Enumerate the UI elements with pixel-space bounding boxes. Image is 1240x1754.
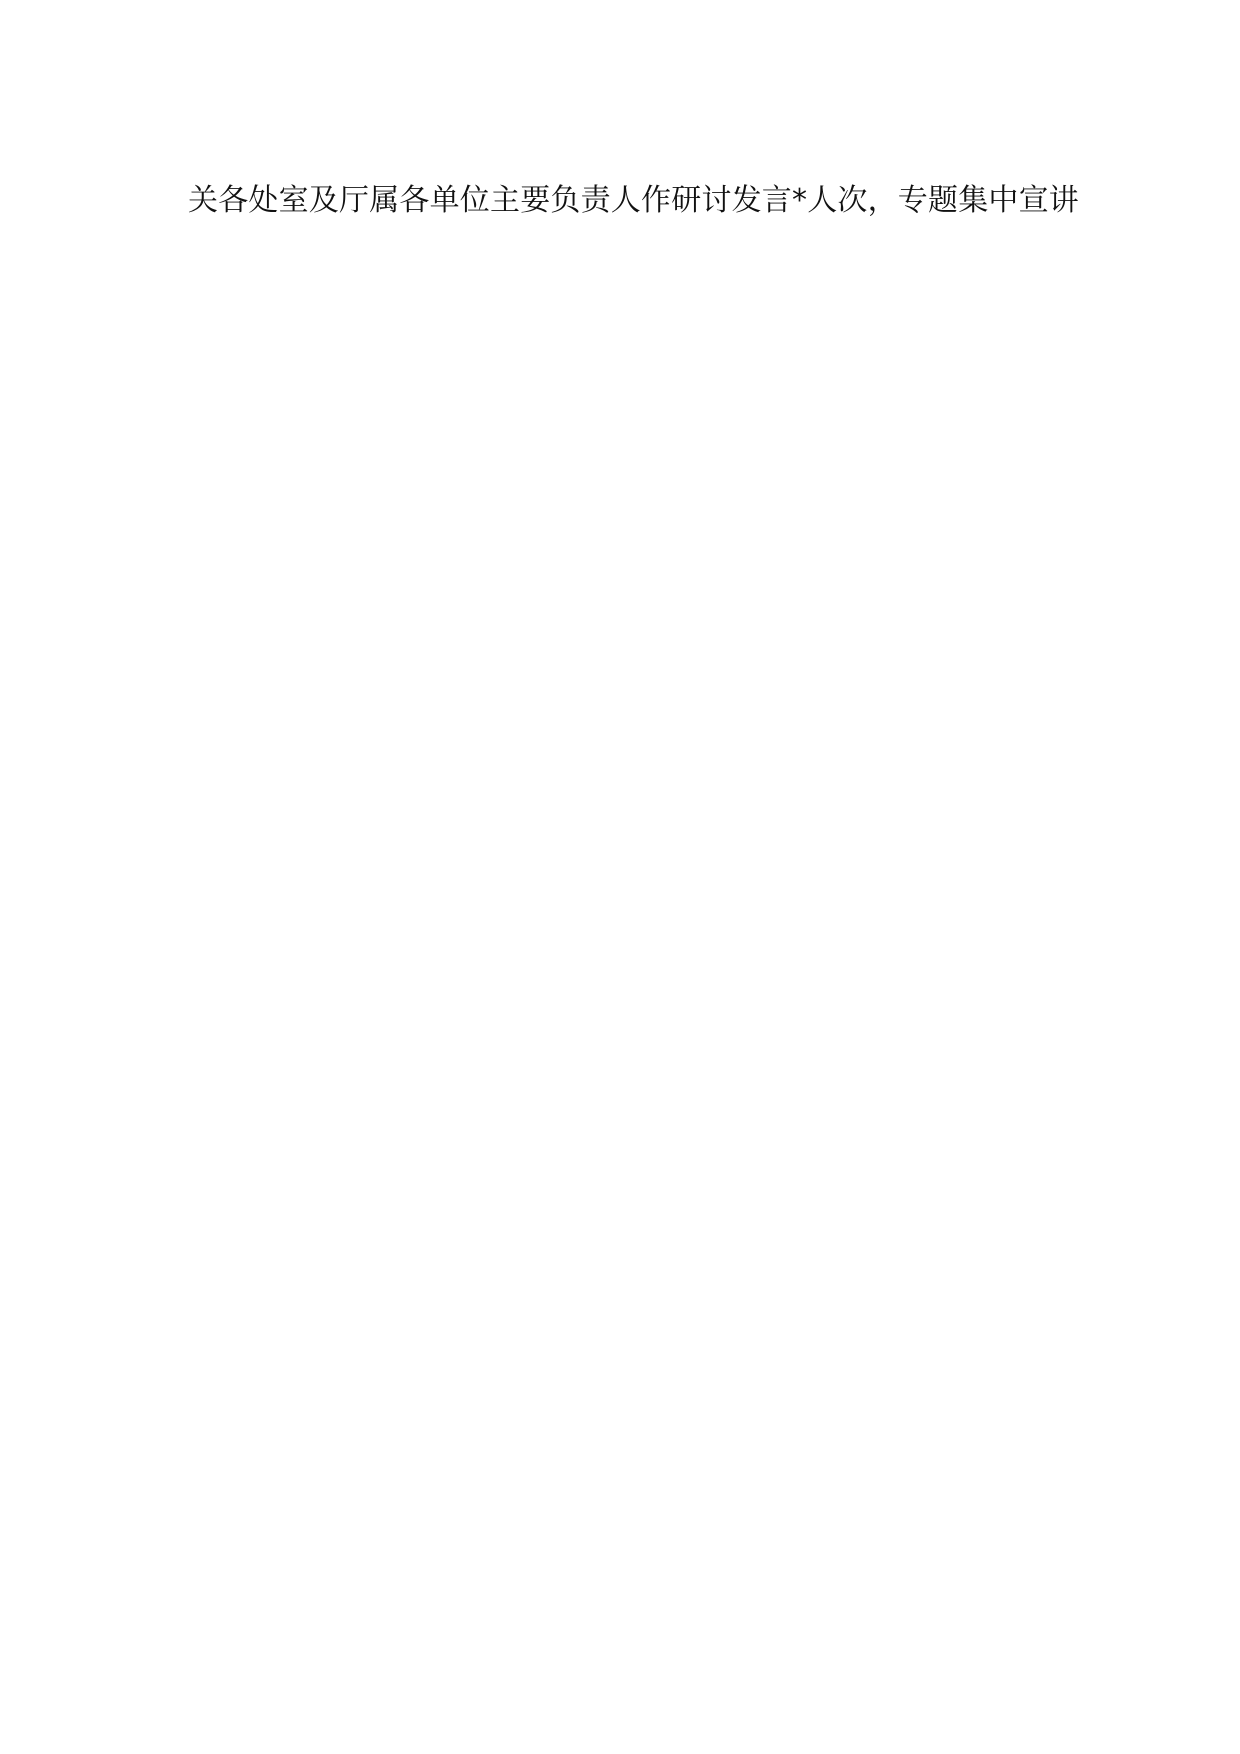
document-body [188,168,1079,234]
text-line: 关各处室及厅属各单位主要负责人作研讨发言*人次，专题集中宣讲 [188,183,1079,218]
